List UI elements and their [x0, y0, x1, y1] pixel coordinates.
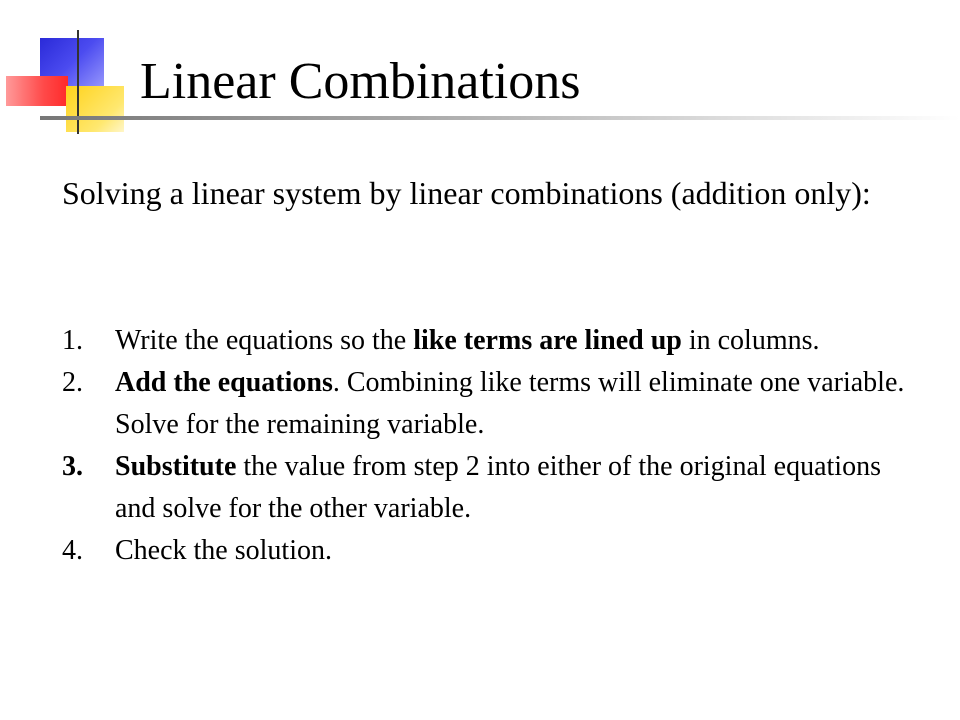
step-3-number: 3. — [62, 451, 83, 482]
step-2-text: . Combining like terms will eliminate one variable. Solve for the remaining variable. — [115, 367, 905, 440]
step-4-text: Check the solution. — [115, 535, 332, 566]
step-3 — [62, 446, 922, 530]
step-1 — [62, 320, 922, 362]
step-1-number: 1. — [62, 325, 83, 356]
logo-yellow-square — [66, 86, 124, 132]
step-4-number: 4. — [62, 535, 83, 566]
steps-list — [62, 320, 922, 572]
slide-title: Linear Combinations — [140, 53, 581, 110]
step-3-text: the value from step 2 into either of the original equations and solve for the other variable. — [115, 451, 881, 524]
intro-text: Solving a linear system by linear combinations (addition only): — [62, 175, 871, 211]
step-2 — [62, 362, 922, 446]
step-2-number: 2. — [62, 367, 83, 398]
step-2-emphasis: Add the equations — [115, 367, 333, 398]
step-4 — [62, 530, 922, 572]
logo-red-bar — [6, 76, 68, 106]
step-3-emphasis: Substitute — [115, 451, 237, 482]
title-underline-rule — [40, 116, 960, 120]
step-1-emphasis: like terms are lined up — [413, 325, 682, 356]
step-1-text: Write the equations so the — [115, 325, 414, 356]
step-1-text-end: in columns. — [681, 325, 820, 356]
